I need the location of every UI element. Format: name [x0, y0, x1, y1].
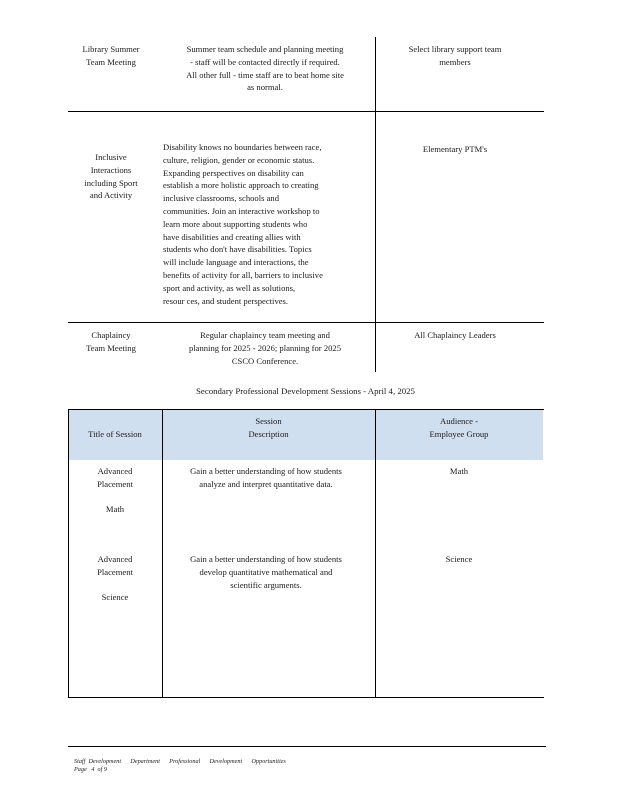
upper-row-rule	[68, 322, 544, 323]
session-title: Advanced Placement Math	[97, 466, 133, 515]
session-audience: Science	[445, 554, 473, 564]
footer-rule	[68, 746, 546, 747]
session-title: Inclusive Interactions including Sport and Activity	[84, 152, 138, 201]
upper-row-rule	[68, 111, 544, 112]
session-audience: Math	[449, 466, 469, 476]
session-audience: Elementary PTM's	[422, 144, 488, 154]
header-audience: Audience - Employee Group	[429, 416, 489, 439]
session-title: Advanced Placement Science	[97, 554, 133, 603]
session-description: Summer team schedule and planning meeting - staff will be contacted directly if required. All other full - time staff are to beat home site as normal.	[186, 44, 344, 93]
header-session-description: Session Description	[248, 416, 289, 439]
section-title: Secondary Professional Development Sessions - April 4, 2025	[196, 386, 415, 396]
session-audience: All Chaplaincy Leaders	[414, 330, 496, 340]
header-title-of-session: Title of Session	[88, 429, 142, 439]
session-description: Disability knows no boundaries between race, culture, religion, gender or economic status. Expanding perspectives on disability can establish a more holistic approach to creating inclusive classrooms, schools and communities. Join an interactive workshop to learn more about supporting students who have disabilities and creating allies with students who don't have disabilities. Topics will include language and interactions, the benefits of activity for all, barriers to inclusive sport and activity, as well as solutions, resour ces, and student perspectives.	[163, 142, 323, 306]
footer-page-number: Page 4 of 9	[74, 766, 107, 773]
session-description: Gain a better understanding of how students develop quantitative mathematical and scientific arguments.	[190, 554, 342, 590]
footer-document-title: Staff Development Department Professional Development Opportunities	[74, 758, 286, 765]
lower-table-bottom-border	[68, 697, 544, 698]
session-description: Regular chaplaincy team meeting and planning for 2025 - 2026; planning for 2025 CSCO Conference.	[188, 330, 342, 366]
session-title: Library Summer Team Meeting	[82, 44, 140, 67]
session-title: Chaplaincy Team Meeting	[86, 330, 136, 353]
session-description: Gain a better understanding of how students analyze and interpret quantitative data.	[190, 466, 342, 489]
lower-table-divider	[162, 409, 163, 698]
session-audience: Select library support team members	[408, 44, 502, 67]
lower-table-top-border	[68, 409, 544, 410]
